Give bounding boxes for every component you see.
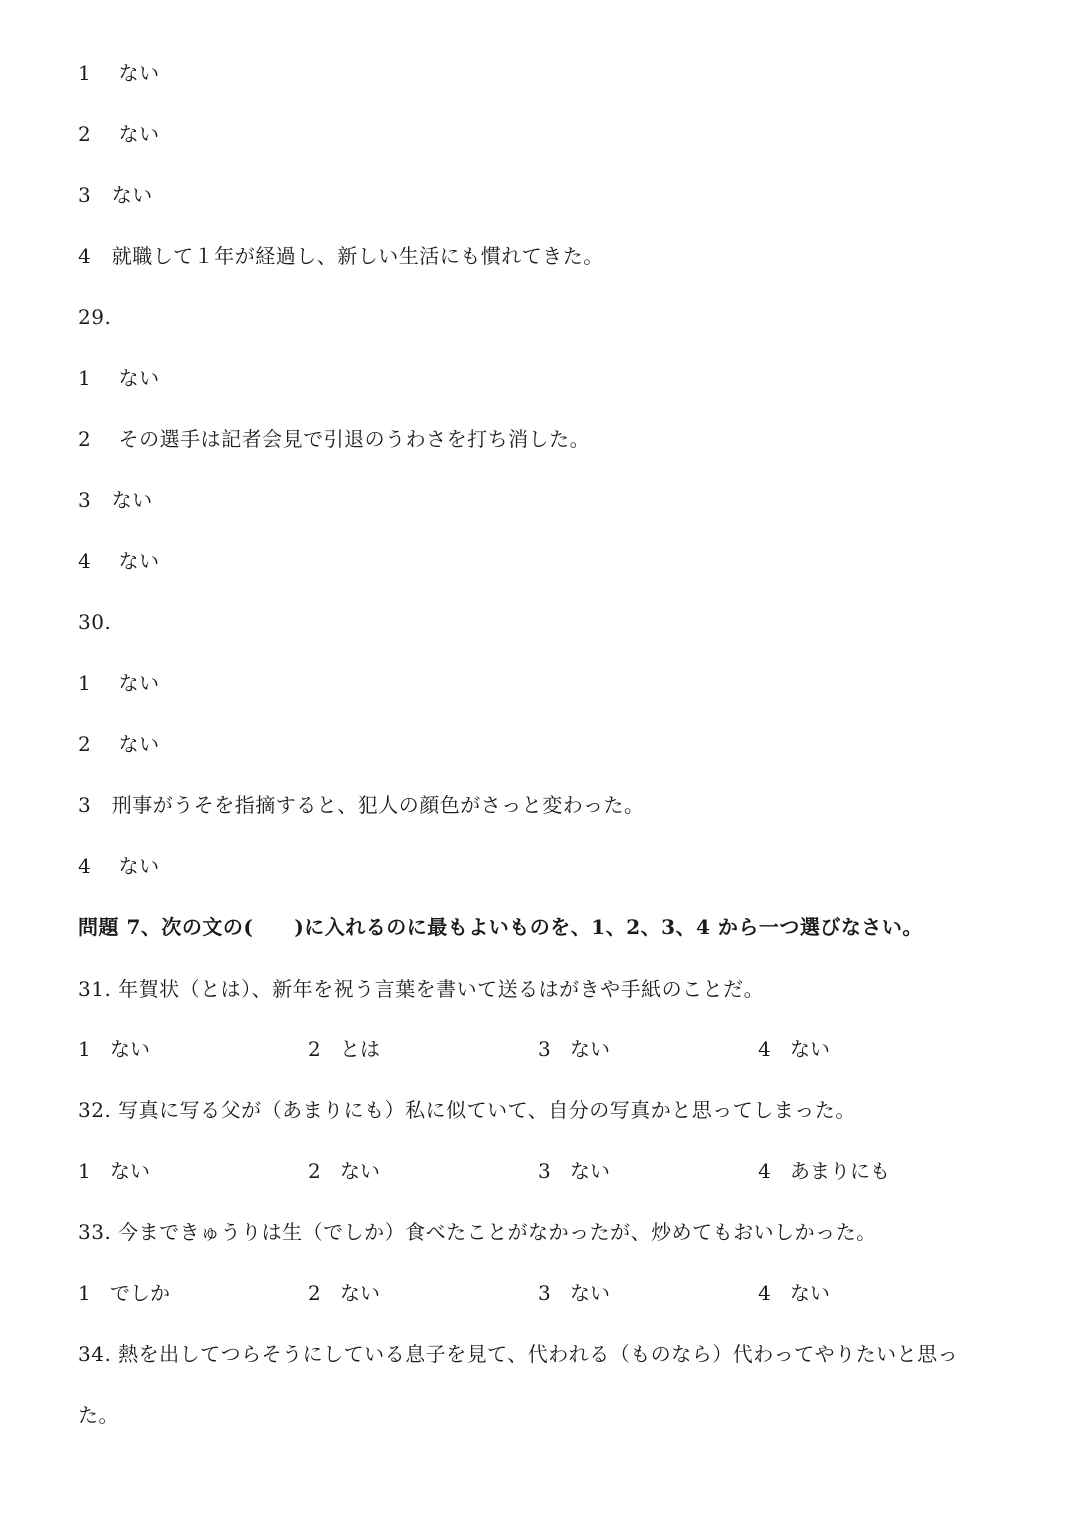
choice <box>308 1034 380 1064</box>
option-line: 1 ない <box>78 61 160 85</box>
choice-number: 1 <box>78 1159 91 1183</box>
section-heading: 問題 7、次の文の( )に入れるのに最もよいものを、1、2、3、4 から一つ選びなさい。 <box>78 915 923 939</box>
option-line: 2 ない <box>78 122 160 146</box>
choice-text: ない <box>790 1281 830 1305</box>
choice <box>538 1034 610 1064</box>
choice <box>538 1278 610 1308</box>
choice-number: 2 <box>308 1159 321 1183</box>
choice-text: ない <box>110 1159 150 1183</box>
question-text: 32. 写真に写る父が（あまりにも）私に似ていて、自分の写真かと思ってしまった。 <box>78 1098 856 1122</box>
choice-text: ない <box>110 1037 150 1061</box>
choice <box>758 1156 890 1186</box>
option-line: 4 ない <box>78 854 160 878</box>
option-line: 3 刑事がうそを指摘すると、犯人の顔色がさっと変わった。 <box>78 793 645 817</box>
choice-number: 3 <box>538 1037 551 1061</box>
choice-number: 4 <box>758 1159 771 1183</box>
option-line: 1 ない <box>78 366 160 390</box>
choice-number: 4 <box>758 1281 771 1305</box>
choice-text: あまりにも <box>790 1159 890 1183</box>
choice <box>78 1156 150 1186</box>
choices-row <box>78 1034 978 1064</box>
choice-text: とは <box>340 1037 380 1061</box>
question-text: 34. 熱を出してつらそうにしている息子を見て、代われる（ものなら）代わってやりたいと思っ <box>78 1342 959 1366</box>
option-line: 2 その選手は記者会見で引退のうわさを打ち消した。 <box>78 427 591 451</box>
choice-text: ない <box>570 1159 610 1183</box>
choice-number: 3 <box>538 1281 551 1305</box>
option-line: 3 ない <box>78 183 153 207</box>
choices-row <box>78 1278 978 1308</box>
question-text-continuation: た。 <box>78 1403 119 1427</box>
option-line: 4 就職して１年が経過し、新しい生活にも慣れてきた。 <box>78 244 604 268</box>
option-line: 1 ない <box>78 671 160 695</box>
choice <box>308 1278 380 1308</box>
choice <box>758 1278 830 1308</box>
choice-number: 2 <box>308 1037 321 1061</box>
choice <box>758 1034 830 1064</box>
option-line: 3 ない <box>78 488 153 512</box>
choice-text: ない <box>790 1037 830 1061</box>
choice-number: 3 <box>538 1159 551 1183</box>
choice-text: ない <box>570 1037 610 1061</box>
question-text: 31. 年賀状（とは）、新年を祝う言葉を書いて送るはがきや手紙のことだ。 <box>78 977 765 1001</box>
question-number: 30. <box>78 610 112 634</box>
question-number: 29. <box>78 305 112 329</box>
choice-number: 1 <box>78 1037 91 1061</box>
choice <box>308 1156 380 1186</box>
choice-number: 2 <box>308 1281 321 1305</box>
choice-text: ない <box>340 1159 380 1183</box>
choice-text: でしか <box>110 1281 170 1305</box>
choice-number: 1 <box>78 1281 91 1305</box>
choice <box>78 1034 150 1064</box>
choice-text: ない <box>340 1281 380 1305</box>
choice-text: ない <box>570 1281 610 1305</box>
choice <box>538 1156 610 1186</box>
choices-row <box>78 1156 978 1186</box>
option-line: 2 ない <box>78 732 160 756</box>
option-line: 4 ない <box>78 549 160 573</box>
question-text: 33. 今まできゅうりは生（でしか）食べたことがなかったが、炒めてもおいしかった。 <box>78 1220 877 1244</box>
choice-number: 4 <box>758 1037 771 1061</box>
choice <box>78 1278 170 1308</box>
